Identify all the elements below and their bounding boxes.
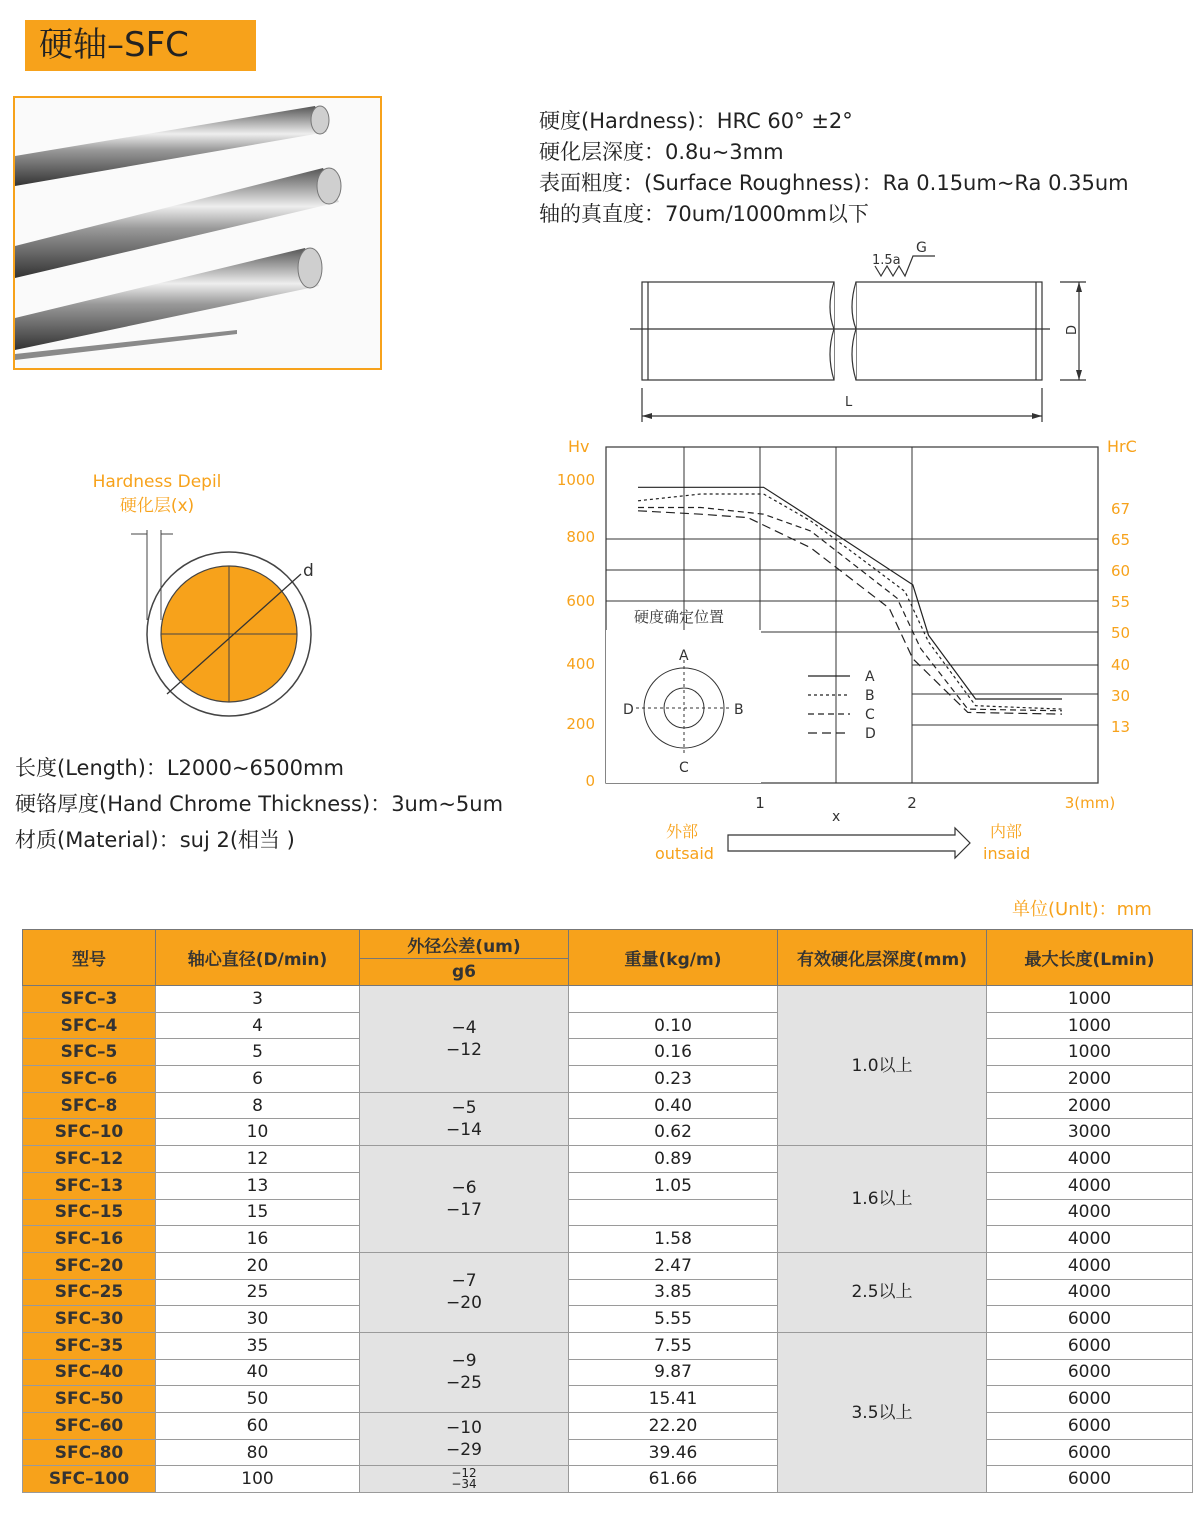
cell-diameter: 30	[156, 1306, 360, 1333]
header-length: 最大长度(Lmin)	[987, 930, 1193, 986]
cell-model: SFC–50	[23, 1386, 156, 1413]
hardness-chart	[550, 430, 1170, 870]
cell-diameter: 8	[156, 1092, 360, 1119]
cell-weight: 15.41	[569, 1386, 778, 1413]
table-row	[23, 1306, 1193, 1333]
cell-model: SFC–5	[23, 1039, 156, 1066]
y-tick-label-right: 50	[1111, 624, 1131, 642]
inside-label-cn: 内部	[990, 822, 1023, 841]
cross-section-title-en: Hardness Depil	[92, 472, 222, 492]
cell-diameter: 10	[156, 1119, 360, 1146]
spec-hardness: 硬度(Hardness)：HRC 60° ±2°	[539, 109, 853, 133]
cell-max-length: 1000	[987, 1012, 1193, 1039]
cell-diameter: 6	[156, 1066, 360, 1093]
product-photo	[13, 96, 382, 370]
cell-hardened-depth: 1.0以上	[778, 986, 987, 1146]
cell-weight: 0.89	[569, 1146, 778, 1173]
y-tick-label-right: 60	[1111, 562, 1131, 580]
cell-tolerance	[360, 1092, 569, 1145]
shaft-dimension-drawing	[630, 238, 1100, 428]
spec-chrome-thickness: 硬铬厚度(Hand Chrome Thickness)：3um~5um	[15, 792, 504, 816]
cell-weight: 7.55	[569, 1332, 778, 1359]
cell-model: SFC–40	[23, 1359, 156, 1386]
legend-label-d: D	[865, 726, 876, 742]
cell-model: SFC–3	[23, 986, 156, 1013]
tolerance-upper: −12	[451, 1466, 477, 1481]
cell-max-length: 2000	[987, 1066, 1193, 1093]
cell-hardened-depth: 1.6以上	[778, 1146, 987, 1253]
spec-hardened-depth: 硬化层深度：0.8u~3mm	[539, 140, 784, 164]
spec-material: 材质(Material)：suj 2(相当 )	[15, 828, 295, 852]
cell-model: SFC–15	[23, 1199, 156, 1226]
spec-table	[22, 929, 1193, 1493]
cell-diameter: 3	[156, 986, 360, 1013]
cell-weight: 1.58	[569, 1226, 778, 1253]
cell-model: SFC–6	[23, 1066, 156, 1093]
cell-weight: 22.20	[569, 1413, 778, 1440]
cell-weight: 1.05	[569, 1172, 778, 1199]
diameter-d-label: d	[303, 561, 314, 581]
page-title: 硬轴–SFC	[25, 20, 256, 71]
cell-model: SFC–4	[23, 1012, 156, 1039]
cell-diameter: 13	[156, 1172, 360, 1199]
cell-diameter: 16	[156, 1226, 360, 1253]
cell-diameter: 80	[156, 1439, 360, 1466]
tolerance-upper: −6	[451, 1178, 477, 1198]
cell-model: SFC–25	[23, 1279, 156, 1306]
cell-max-length: 4000	[987, 1252, 1193, 1279]
tolerance-lower: −25	[446, 1373, 482, 1394]
specs-left	[15, 750, 503, 858]
cell-weight: 39.46	[569, 1439, 778, 1466]
tolerance-lower: −17	[446, 1200, 482, 1220]
cell-model: SFC–8	[23, 1092, 156, 1119]
table-row	[23, 1226, 1193, 1253]
legend-label-a: A	[865, 669, 875, 685]
cell-diameter: 60	[156, 1413, 360, 1440]
x-axis-label: x	[832, 809, 841, 825]
diameter-label: D	[1065, 324, 1080, 335]
cell-max-length: 6000	[987, 1413, 1193, 1440]
cell-weight: 9.87	[569, 1359, 778, 1386]
cell-tolerance	[360, 1332, 569, 1412]
table-row	[23, 1066, 1193, 1093]
y-tick-label-right: 40	[1111, 656, 1131, 674]
table-row	[23, 1413, 1193, 1440]
y-tick-label-right: 67	[1111, 500, 1131, 518]
x-tick-label: 1	[755, 794, 765, 812]
cell-tolerance	[360, 1146, 569, 1253]
spec-straightness: 轴的真直度：70um/1000mm以下	[539, 202, 869, 226]
table-row	[23, 1439, 1193, 1466]
tolerance-lower: −12	[446, 1039, 482, 1060]
cell-max-length: 4000	[987, 1226, 1193, 1253]
cell-max-length: 1000	[987, 1039, 1193, 1066]
table-row	[23, 1119, 1193, 1146]
cross-section-diagram	[125, 520, 325, 730]
cell-model: SFC–35	[23, 1332, 156, 1359]
header-depth: 有效硬化层深度(mm)	[778, 930, 987, 986]
y-tick-label-left: 400	[566, 655, 595, 673]
cell-model: SFC–12	[23, 1146, 156, 1173]
right-axis-label: HrC	[1107, 437, 1137, 456]
cell-diameter: 35	[156, 1332, 360, 1359]
y-tick-label-left: 1000	[556, 471, 595, 489]
unit-label: 单位(Unlt)：mm	[1012, 899, 1152, 920]
cell-max-length: 6000	[987, 1439, 1193, 1466]
table-row	[23, 1332, 1193, 1359]
y-tick-label-right: 55	[1111, 593, 1131, 611]
spec-roughness: 表面粗度：(Surface Roughness)：Ra 0.15um~Ra 0.35um	[539, 171, 1129, 195]
cell-max-length: 3000	[987, 1119, 1193, 1146]
cell-tolerance	[360, 986, 569, 1093]
y-tick-label-left: 200	[566, 715, 595, 733]
table-row	[23, 1466, 1193, 1493]
g-label: G	[916, 240, 927, 256]
cell-model: SFC–60	[23, 1413, 156, 1440]
cell-model: SFC–100	[23, 1466, 156, 1493]
cell-diameter: 5	[156, 1039, 360, 1066]
table-row	[23, 1359, 1193, 1386]
cell-weight: 0.23	[569, 1066, 778, 1093]
y-tick-label-left: 800	[566, 528, 595, 546]
cell-max-length: 6000	[987, 1386, 1193, 1413]
header-model: 型号	[23, 930, 156, 986]
cell-max-length: 6000	[987, 1306, 1193, 1333]
cell-diameter: 4	[156, 1012, 360, 1039]
cell-tolerance	[360, 1466, 569, 1493]
outside-label-cn: 外部	[666, 822, 699, 841]
tolerance-upper: −4	[451, 1017, 477, 1038]
cell-weight: 0.16	[569, 1039, 778, 1066]
y-tick-label-right: 13	[1111, 718, 1131, 736]
table-row	[23, 1199, 1193, 1226]
cell-weight: 61.66	[569, 1466, 778, 1493]
cell-model: SFC–16	[23, 1226, 156, 1253]
spec-length: 长度(Length)：L2000~6500mm	[15, 756, 344, 780]
tolerance-upper: −9	[451, 1351, 477, 1372]
table-row	[23, 1386, 1193, 1413]
table-row	[23, 986, 1193, 1013]
cell-hardened-depth: 2.5以上	[778, 1252, 987, 1332]
cell-weight: 0.62	[569, 1119, 778, 1146]
outside-label-en: outsaid	[655, 844, 714, 863]
cell-weight: 0.40	[569, 1092, 778, 1119]
cell-diameter: 25	[156, 1279, 360, 1306]
cell-max-length: 4000	[987, 1279, 1193, 1306]
cell-max-length: 1000	[987, 986, 1193, 1013]
cross-section-title	[87, 470, 227, 518]
tolerance-lower: −29	[446, 1440, 482, 1461]
tolerance-upper: −10	[446, 1418, 482, 1439]
table-row	[23, 1039, 1193, 1066]
cell-diameter: 50	[156, 1386, 360, 1413]
cell-weight: 3.85	[569, 1279, 778, 1306]
cell-max-length: 4000	[987, 1172, 1193, 1199]
legend-label-b: B	[865, 688, 875, 704]
cell-weight	[569, 986, 778, 1013]
cell-max-length: 6000	[987, 1332, 1193, 1359]
inset-point-b: B	[734, 702, 744, 718]
header-tolerance: 外径公差(um)	[360, 930, 569, 959]
table-row	[23, 1146, 1193, 1173]
length-label: L	[845, 395, 853, 410]
cell-model: SFC–10	[23, 1119, 156, 1146]
inset-point-a: A	[679, 648, 689, 664]
tolerance-lower: −20	[446, 1293, 482, 1314]
cell-model: SFC–20	[23, 1252, 156, 1279]
cell-max-length: 6000	[987, 1359, 1193, 1386]
table-row	[23, 1012, 1193, 1039]
table-row	[23, 1172, 1193, 1199]
inset-point-d: D	[623, 702, 634, 718]
cell-model: SFC–80	[23, 1439, 156, 1466]
inside-label-en: insaid	[983, 844, 1031, 863]
cell-diameter: 40	[156, 1359, 360, 1386]
cell-diameter: 100	[156, 1466, 360, 1493]
cell-weight: 5.55	[569, 1306, 778, 1333]
header-weight: 重量(kg/m)	[569, 930, 778, 986]
tolerance-lower: −14	[446, 1119, 482, 1140]
shaft-rod-1	[15, 106, 329, 186]
specs-right	[539, 106, 1129, 230]
cell-weight	[569, 1199, 778, 1226]
left-axis-label: Hv	[568, 437, 590, 456]
tolerance-upper: −7	[451, 1271, 477, 1292]
y-tick-label-left: 600	[566, 592, 595, 610]
header-diameter: 轴心直径(D/min)	[156, 930, 360, 986]
inset-point-c: C	[679, 760, 689, 776]
cell-tolerance	[360, 1252, 569, 1332]
roughness-label: 1.5a	[872, 253, 901, 268]
y-tick-label-right: 30	[1111, 687, 1131, 705]
x-tick-label: 2	[907, 794, 917, 812]
cell-weight: 2.47	[569, 1252, 778, 1279]
cell-diameter: 20	[156, 1252, 360, 1279]
cell-max-length: 6000	[987, 1466, 1193, 1493]
cross-section-title-cn: 硬化层(x)	[119, 496, 195, 516]
header-tolerance-g6: g6	[360, 959, 569, 986]
legend-label-c: C	[865, 707, 875, 723]
outside-inside-arrow	[728, 828, 970, 858]
cell-model: SFC–13	[23, 1172, 156, 1199]
tolerance-lower: −34	[451, 1477, 477, 1492]
cell-diameter: 15	[156, 1199, 360, 1226]
cell-hardened-depth: 3.5以上	[778, 1332, 987, 1492]
table-row	[23, 1252, 1193, 1279]
cell-max-length: 4000	[987, 1146, 1193, 1173]
cell-model: SFC–30	[23, 1306, 156, 1333]
table-row	[23, 1279, 1193, 1306]
tolerance-upper: −5	[451, 1097, 477, 1118]
x-tick-label: 3(mm)	[1064, 794, 1116, 812]
inset-title: 硬度确定位置	[634, 608, 725, 626]
y-tick-label-right: 65	[1111, 531, 1131, 549]
cell-max-length: 2000	[987, 1092, 1193, 1119]
y-tick-label-left: 0	[585, 772, 595, 790]
cell-weight: 0.10	[569, 1012, 778, 1039]
cell-max-length: 4000	[987, 1199, 1193, 1226]
table-row	[23, 1092, 1193, 1119]
cell-tolerance	[360, 1413, 569, 1466]
cell-diameter: 12	[156, 1146, 360, 1173]
